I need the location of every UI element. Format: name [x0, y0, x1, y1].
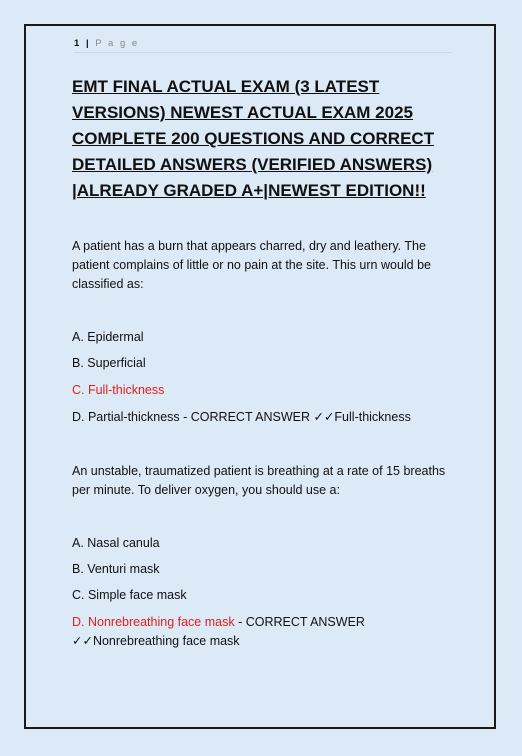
page-number: 1 — [74, 38, 80, 49]
question-2-option-b: B. Venturi mask — [72, 562, 160, 576]
document-title: EMT FINAL ACTUAL EXAM (3 LATEST VERSIONS) NEWEST ACTUAL EXAM 2025 COMPLETE 200 QUESTIONS AND CORRECT DETAILED ANSWERS (VERIFIED ANSWERS) |ALREADY GRADED A+|NEWEST EDITION!! — [72, 77, 435, 200]
question-2-option-d — [72, 613, 462, 651]
question-1-option-d: D. Partial-thickness - CORRECT ANSWER ✓✓Full-thickness — [72, 410, 411, 424]
document-page — [24, 24, 496, 729]
question-2-answer-note: - CORRECT ANSWER ✓✓Nonrebreathing face mask — [72, 615, 365, 648]
page-label: P a g e — [95, 38, 140, 49]
question-1-text: A patient has a burn that appears charred, dry and leathery. The patient complains of little or no pain at the site. This urn would be classified as: — [72, 239, 432, 291]
page-separator: | — [85, 38, 89, 49]
question-2-text: An unstable, traumatized patient is breathing at a rate of 15 breaths per minute. To deliver oxygen, you should use a: — [72, 464, 446, 497]
question-2-option-a: A. Nasal canula — [72, 536, 160, 550]
question-1-option-c: C. Full-thickness — [72, 383, 165, 397]
question-2-correct-option: D. Nonrebreathing face mask — [72, 615, 235, 629]
question-1-option-b: B. Superficial — [72, 356, 146, 370]
question-2-option-c: C. Simple face mask — [72, 588, 187, 602]
question-1-option-a: A. Epidermal — [72, 330, 144, 344]
page-header — [74, 38, 452, 53]
